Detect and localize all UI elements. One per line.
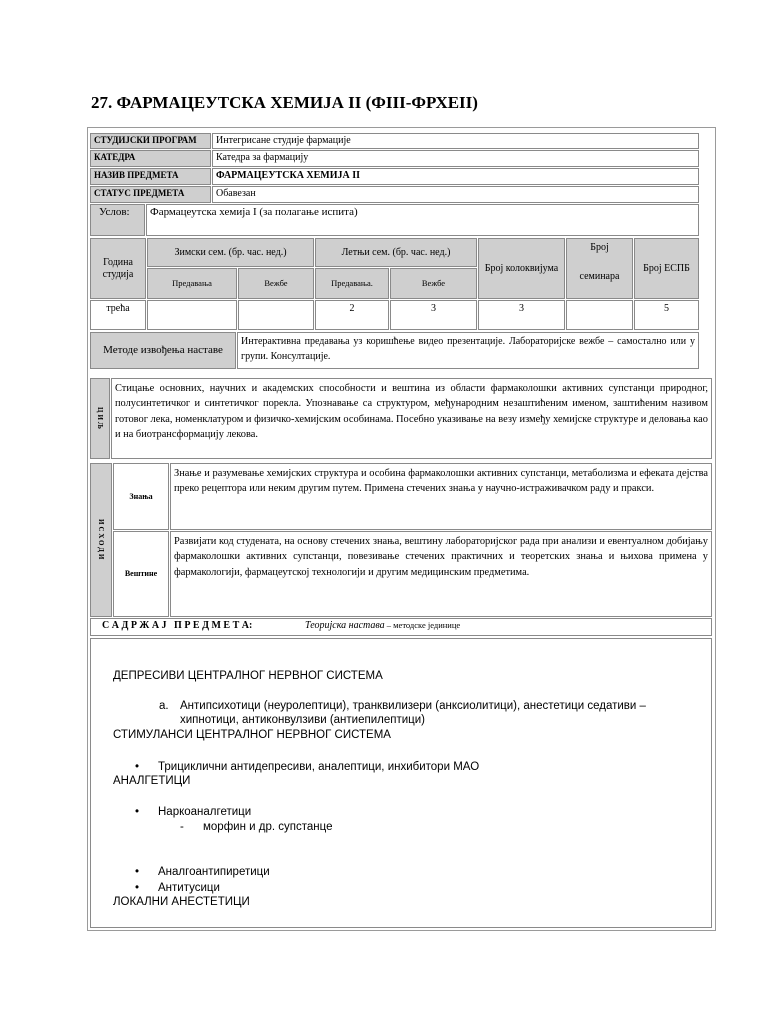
label-condition: Услов: xyxy=(90,204,145,236)
label-study-program: СТУДИЈСКИ ПРОГРАМ xyxy=(90,133,211,149)
header-summer-exercises: Вежбе xyxy=(390,268,477,299)
header-colloquia: Број колоквијума xyxy=(478,238,565,299)
list-item-narcoanalgesics: Наркоаналгетици xyxy=(158,806,252,818)
header-winter-semester: Зимски сем. (бр. час. нед.) xyxy=(147,238,314,267)
value-goal: Стицање основних, научних и академских способности и вештина из области фармаколошки активних супстанци природног, полусинтетичког и синтетичког порекла. Упознавање са структуром, међународним незаштићеним именом, заштићеним називом готовог лека, номенклатуром и физичко-хемијским особинама. Посебно указивање на везу између хемијске структуре и деловања као и на биотрансформацију лекова. xyxy=(111,378,712,459)
value-winter-lectures xyxy=(147,300,237,330)
value-winter-exercises xyxy=(238,300,314,330)
bullet-marker: • xyxy=(135,866,140,878)
value-study-program: Интегрисане студије фармације xyxy=(212,133,699,149)
label-course-status: СТАТУС ПРЕДМЕТА xyxy=(90,186,211,203)
value-knowledge: Знање и разумевање хемијских структура и особина фармаколошки активних супстанци, метаболизма и ефеката дејства преко рецептора или неким другим путем. Примена стечених знања у научно-истраживачком раду и пракси. xyxy=(170,463,712,530)
header-winter-lectures: Предавања xyxy=(147,268,237,299)
label-course-name: НАЗИВ ПРЕДМЕТА xyxy=(90,168,211,185)
value-skills: Развијати код студената, на основу стечених знања, вештину лабораторијског рада при анализи и евентуалном добијању фармаколошки активних супстанци, повезивање стечених практичних и теоретских знања и њихова примена у фармакологији, фармацеутској технологији и другим медицинским предметима. xyxy=(170,531,712,617)
value-seminars xyxy=(566,300,633,330)
section-heading-local-anesthetics: ЛОКАЛНИ АНЕСТЕТИЦИ xyxy=(113,896,250,908)
section-heading-analgesics: АНАЛГЕТИЦИ xyxy=(113,775,191,787)
value-summer-lectures: 2 xyxy=(315,300,389,330)
list-item-a-line2: хипнотици, антиконвулзиви (антиепилептици) xyxy=(180,714,425,726)
label-outcome-text: ИСХОДИ xyxy=(97,518,106,562)
header-espb: Број ЕСПБ xyxy=(634,238,699,299)
content-header-theory-note: – методске јединице xyxy=(384,620,461,630)
value-summer-exercises: 3 xyxy=(390,300,477,330)
label-goal xyxy=(90,378,110,459)
label-department: КАТЕДРА xyxy=(90,150,211,167)
content-header-label: С А Д Р Ж А Ј П Р Е Д М Е Т А: xyxy=(102,620,253,631)
list-item-analgoantipyretics: Аналгоантипиретици xyxy=(158,866,270,878)
bullet-marker: • xyxy=(135,806,140,818)
value-colloquia: 3 xyxy=(478,300,565,330)
list-item-a-line1: Антипсихотици (неуролептици), транквилизери (анксиолитици), анестетици седативи – xyxy=(180,700,646,712)
page-title: 27. ФАРМАЦЕУТСКА ХЕМИЈА II (ФIII-ФРХЕII) xyxy=(91,93,478,112)
header-year: Година студија xyxy=(90,238,146,299)
value-course-name: ФАРМАЦЕУТСКА ХЕМИЈА II xyxy=(212,168,699,185)
label-knowledge: Знања xyxy=(113,463,169,530)
list-marker-a: a. xyxy=(159,700,169,712)
list-item-antitussives: Антитусици xyxy=(158,882,220,894)
value-department: Катедра за фармацију xyxy=(212,150,699,167)
value-course-status: Обавезан xyxy=(212,186,699,203)
value-condition: Фармацеутска хемија I (за полагање испита) xyxy=(146,204,699,236)
section-heading-cns-depressants: ДЕПРЕСИВИ ЦЕНТРАЛНОГ НЕРВНОГ СИСТЕМА xyxy=(113,670,383,682)
header-summer-semester: Летњи сем. (бр. час. нед.) xyxy=(315,238,477,267)
list-item-tricyclic: Трициклични антидепресиви, аналептици, инхибитори МАО xyxy=(158,761,480,773)
content-header-theory xyxy=(305,620,460,631)
header-winter-exercises: Вежбе xyxy=(238,268,314,299)
value-year: трећа xyxy=(90,300,146,330)
header-summer-lectures: Предавања. xyxy=(315,268,389,299)
bullet-marker: • xyxy=(135,761,140,773)
header-seminars-line1: Број xyxy=(590,242,609,253)
label-teaching-methods: Методе извођења наставе xyxy=(90,332,236,369)
label-skills: Вештине xyxy=(113,531,169,617)
bullet-marker: • xyxy=(135,882,140,894)
dash-marker: - xyxy=(180,821,184,833)
content-header-theory-title: Теоријска настава xyxy=(305,620,385,631)
header-seminars-line2: семинара xyxy=(579,270,620,282)
header-seminars xyxy=(566,238,633,299)
section-heading-cns-stimulants: СТИМУЛАНСИ ЦЕНТРАЛНОГ НЕРВНОГ СИСТЕМА xyxy=(113,729,391,741)
label-outcome xyxy=(90,463,112,617)
value-teaching-methods: Интерактивна предавања уз коришћење видео презентације. Лабораторијске вежбе – самостално или у групи. Консултације. xyxy=(237,332,699,369)
value-espb: 5 xyxy=(634,300,699,330)
list-subitem-morphine: морфин и др. супстанце xyxy=(203,821,333,833)
label-goal-text: ЦИЉ xyxy=(96,406,105,431)
